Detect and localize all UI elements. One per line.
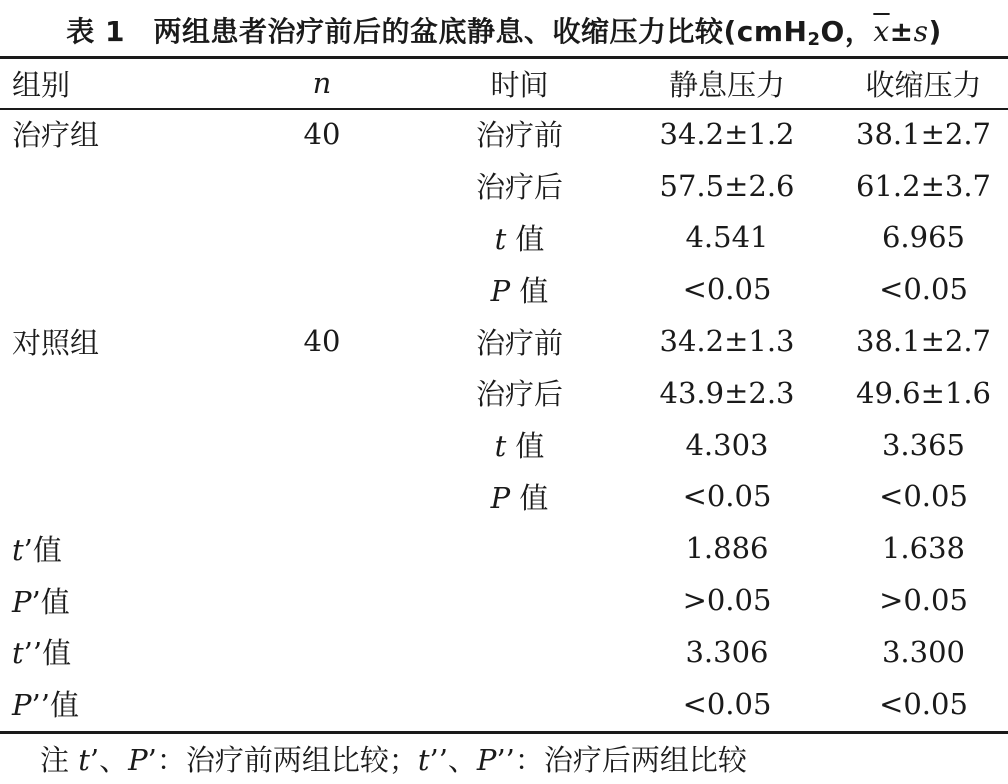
table-note: 注 t’、P’：治疗前两组比较；t’’、P’’：治疗后两组比较 xyxy=(40,743,747,777)
cell-n: 40 xyxy=(303,324,341,359)
table-row xyxy=(0,212,1008,264)
table-row xyxy=(0,574,1008,626)
cell-group: 治疗组 xyxy=(12,118,100,153)
bottom-rule xyxy=(0,731,1008,734)
cell-time: t 值 xyxy=(494,429,545,464)
table-row xyxy=(0,160,1008,212)
cell-time: 治疗后 xyxy=(475,170,563,205)
cell-contract-pressure: <0.05 xyxy=(879,479,968,514)
cell-time xyxy=(412,626,627,678)
cell-rest-pressure: <0.05 xyxy=(682,272,772,307)
table-body xyxy=(0,108,1008,730)
header-n: n xyxy=(312,66,332,100)
table-row xyxy=(0,263,1008,315)
cell-group xyxy=(0,160,232,212)
cell-group: t’’值 xyxy=(12,636,72,671)
cell-rest-pressure: 57.5±2.6 xyxy=(659,168,795,203)
cell-time xyxy=(412,678,627,730)
table-title: 表 1 两组患者治疗前后的盆底静息、收缩压力比较(cmH$_2$O，$\overline{x}\pm s$) xyxy=(66,15,942,50)
cell-group xyxy=(0,471,232,523)
data-table xyxy=(0,58,1008,730)
cell-rest-pressure: <0.05 xyxy=(682,479,772,514)
cell-n xyxy=(232,160,412,212)
cell-rest-pressure: 4.303 xyxy=(685,427,769,462)
cell-contract-pressure: 61.2±3.7 xyxy=(856,168,991,203)
cell-n xyxy=(232,574,412,626)
cell-time: 治疗后 xyxy=(475,377,563,412)
cell-contract-pressure: 1.638 xyxy=(881,531,966,566)
header-row xyxy=(0,58,1008,108)
cell-rest-pressure: <0.05 xyxy=(682,686,772,721)
cell-n xyxy=(232,419,412,471)
cell-contract-pressure: 49.6±1.6 xyxy=(856,375,991,410)
cell-rest-pressure: 3.306 xyxy=(685,634,769,669)
cell-group: P’值 xyxy=(12,584,70,619)
cell-group: P’’值 xyxy=(12,688,79,723)
table-row xyxy=(0,522,1008,574)
table-row xyxy=(0,367,1008,419)
cell-n: 40 xyxy=(303,116,341,151)
cell-n xyxy=(232,471,412,523)
cell-time: 治疗前 xyxy=(475,118,563,153)
cell-group xyxy=(0,212,232,264)
cell-time xyxy=(412,574,627,626)
cell-n xyxy=(232,367,412,419)
header-rest-pressure: 静息压力 xyxy=(668,67,785,102)
cell-time: 治疗前 xyxy=(475,325,563,360)
cell-rest-pressure: 4.541 xyxy=(685,220,769,255)
cell-rest-pressure: >0.05 xyxy=(682,583,772,618)
cell-group: 对照组 xyxy=(12,325,100,360)
cell-group xyxy=(0,263,232,315)
cell-n xyxy=(232,522,412,574)
table-row xyxy=(0,626,1008,678)
cell-contract-pressure: 38.1±2.7 xyxy=(856,116,991,151)
sd-symbol: s xyxy=(913,15,929,48)
header-contract-pressure: 收缩压力 xyxy=(865,67,982,102)
cell-contract-pressure: >0.05 xyxy=(879,583,968,618)
table-row xyxy=(0,108,1008,160)
cell-rest-pressure: 43.9±2.3 xyxy=(659,375,795,410)
cell-contract-pressure: 38.1±2.7 xyxy=(856,324,991,359)
header-time: 时间 xyxy=(490,67,549,102)
cell-n xyxy=(232,626,412,678)
cell-rest-pressure: 34.2±1.3 xyxy=(659,324,795,359)
cell-n xyxy=(232,678,412,730)
cell-group xyxy=(0,419,232,471)
cell-contract-pressure: 6.965 xyxy=(881,220,966,255)
table-row xyxy=(0,419,1008,471)
table-row xyxy=(0,678,1008,730)
cell-time: P 值 xyxy=(490,273,549,308)
cell-time: P 值 xyxy=(490,480,549,515)
table-row xyxy=(0,471,1008,523)
cell-rest-pressure: 1.886 xyxy=(685,531,769,566)
cell-contract-pressure: <0.05 xyxy=(879,272,968,307)
cell-contract-pressure: 3.300 xyxy=(881,634,966,669)
cell-n xyxy=(232,212,412,264)
table-row xyxy=(0,315,1008,367)
cell-time xyxy=(412,522,627,574)
cell-group: t’值 xyxy=(12,532,62,567)
cell-contract-pressure: 3.365 xyxy=(881,427,966,462)
mean-symbol: $\overline{x}$ xyxy=(873,15,890,48)
cell-rest-pressure: 34.2±1.2 xyxy=(659,116,795,151)
cell-group xyxy=(0,367,232,419)
header-group: 组别 xyxy=(12,67,71,102)
cell-contract-pressure: <0.05 xyxy=(879,686,968,721)
subscript-2: 2 xyxy=(807,29,821,50)
cell-time: t 值 xyxy=(494,221,545,256)
cell-n xyxy=(232,263,412,315)
